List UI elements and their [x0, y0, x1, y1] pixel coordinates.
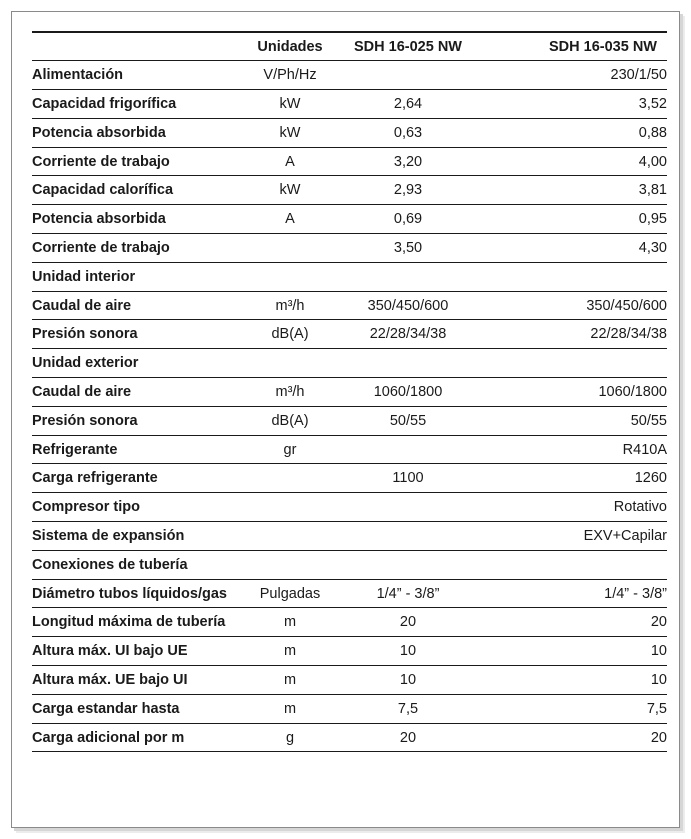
- table-row: [32, 118, 667, 147]
- row-unit: g: [247, 723, 333, 752]
- table-row: [32, 176, 667, 205]
- table-row: [32, 579, 667, 608]
- row-unit: m³/h: [247, 378, 333, 407]
- row-value-model-a: 0,69: [333, 205, 483, 234]
- row-label: Compresor tipo: [32, 493, 247, 522]
- row-label: Caudal de aire: [32, 378, 247, 407]
- row-value-model-a: 2,93: [333, 176, 483, 205]
- row-label: Unidad interior: [32, 262, 247, 291]
- row-label: Corriente de trabajo: [32, 234, 247, 263]
- table-row: [32, 90, 667, 119]
- row-value-model-a: 3,50: [333, 234, 483, 263]
- row-unit: kW: [247, 118, 333, 147]
- row-unit: gr: [247, 435, 333, 464]
- table-row: [32, 234, 667, 263]
- row-label: Potencia absorbida: [32, 205, 247, 234]
- row-value-model-b: 0,95: [483, 205, 667, 234]
- row-empty: [247, 262, 667, 291]
- row-label: Carga refrigerante: [32, 464, 247, 493]
- row-label: Corriente de trabajo: [32, 147, 247, 176]
- row-unit: A: [247, 205, 333, 234]
- row-value-model-a: 7,5: [333, 694, 483, 723]
- row-unit: m³/h: [247, 291, 333, 320]
- table-row: [32, 349, 667, 378]
- row-value-model-a: 22/28/34/38: [333, 320, 483, 349]
- row-value-model-b: 0,88: [483, 118, 667, 147]
- row-value-model-a: 350/450/600: [333, 291, 483, 320]
- spec-table: [32, 31, 667, 752]
- row-unit: m: [247, 637, 333, 666]
- table-row: [32, 522, 667, 551]
- table-row: [32, 723, 667, 752]
- row-value-model-a: 1/4” - 3/8”: [333, 579, 483, 608]
- row-unit: dB(A): [247, 406, 333, 435]
- table-row: [32, 464, 667, 493]
- row-value-model-b: 1/4” - 3/8”: [483, 579, 667, 608]
- header-model-b: SDH 16-035 NW: [483, 32, 667, 61]
- row-label: Diámetro tubos líquidos/gas: [32, 579, 247, 608]
- header-units: Unidades: [247, 32, 333, 61]
- row-label: Capacidad frigorífica: [32, 90, 247, 119]
- row-value-model-b: 350/450/600: [483, 291, 667, 320]
- row-shared-value: R410A: [333, 435, 667, 464]
- row-value-model-b: 3,52: [483, 90, 667, 119]
- row-label: Presión sonora: [32, 406, 247, 435]
- row-shared-value: 230/1/50: [333, 61, 667, 90]
- table-row: [32, 378, 667, 407]
- header-model-a: SDH 16-025 NW: [333, 32, 483, 61]
- table-row: [32, 608, 667, 637]
- table-row: [32, 205, 667, 234]
- row-label: Presión sonora: [32, 320, 247, 349]
- row-label: Longitud máxima de tubería: [32, 608, 247, 637]
- row-label: Alimentación: [32, 61, 247, 90]
- row-label: Altura máx. UE bajo UI: [32, 666, 247, 695]
- table-row: [32, 694, 667, 723]
- row-unit: [247, 234, 333, 263]
- row-value-model-b: 1060/1800: [483, 378, 667, 407]
- row-unit: m: [247, 694, 333, 723]
- row-unit: m: [247, 666, 333, 695]
- table-row: [32, 291, 667, 320]
- row-value-model-b: 10: [483, 637, 667, 666]
- table-row: [32, 262, 667, 291]
- row-value-model-b: 50/55: [483, 406, 667, 435]
- table-row: [32, 637, 667, 666]
- table-row: [32, 406, 667, 435]
- row-label: Altura máx. UI bajo UE: [32, 637, 247, 666]
- table-row: [32, 435, 667, 464]
- row-unit: Pulgadas: [247, 579, 333, 608]
- table-row: [32, 61, 667, 90]
- row-empty: [247, 550, 667, 579]
- row-unit: [247, 493, 333, 522]
- row-value-model-b: 10: [483, 666, 667, 695]
- table-row: [32, 147, 667, 176]
- table-row: [32, 550, 667, 579]
- row-value-model-b: 4,00: [483, 147, 667, 176]
- row-shared-value: Rotativo: [333, 493, 667, 522]
- row-label: Conexiones de tubería: [32, 550, 247, 579]
- row-value-model-b: 20: [483, 608, 667, 637]
- row-label: Sistema de expansión: [32, 522, 247, 551]
- row-value-model-b: 22/28/34/38: [483, 320, 667, 349]
- row-unit: dB(A): [247, 320, 333, 349]
- row-label: Carga adicional por m: [32, 723, 247, 752]
- row-value-model-b: 7,5: [483, 694, 667, 723]
- row-empty: [247, 349, 667, 378]
- row-value-model-a: 1100: [333, 464, 483, 493]
- row-value-model-a: 50/55: [333, 406, 483, 435]
- row-unit: kW: [247, 176, 333, 205]
- row-value-model-b: 4,30: [483, 234, 667, 263]
- header-empty: [32, 32, 247, 61]
- header-row: [32, 32, 667, 61]
- row-value-model-b: 3,81: [483, 176, 667, 205]
- table-row: [32, 666, 667, 695]
- row-unit: A: [247, 147, 333, 176]
- row-value-model-a: 2,64: [333, 90, 483, 119]
- row-unit: [247, 522, 333, 551]
- row-label: Caudal de aire: [32, 291, 247, 320]
- row-shared-value: EXV+Capilar: [333, 522, 667, 551]
- row-value-model-a: 10: [333, 666, 483, 695]
- row-value-model-a: 0,63: [333, 118, 483, 147]
- table-row: [32, 320, 667, 349]
- row-label: Capacidad calorífica: [32, 176, 247, 205]
- table-row: [32, 493, 667, 522]
- row-value-model-a: 10: [333, 637, 483, 666]
- row-label: Potencia absorbida: [32, 118, 247, 147]
- row-value-model-a: 20: [333, 723, 483, 752]
- row-unit: kW: [247, 90, 333, 119]
- row-value-model-b: 1260: [483, 464, 667, 493]
- row-value-model-b: 20: [483, 723, 667, 752]
- row-unit: m: [247, 608, 333, 637]
- row-label: Carga estandar hasta: [32, 694, 247, 723]
- row-value-model-a: 1060/1800: [333, 378, 483, 407]
- row-label: Unidad exterior: [32, 349, 247, 378]
- row-label: Refrigerante: [32, 435, 247, 464]
- row-unit: [247, 464, 333, 493]
- spec-body: [32, 61, 667, 752]
- row-unit: V/Ph/Hz: [247, 61, 333, 90]
- row-value-model-a: 3,20: [333, 147, 483, 176]
- row-value-model-a: 20: [333, 608, 483, 637]
